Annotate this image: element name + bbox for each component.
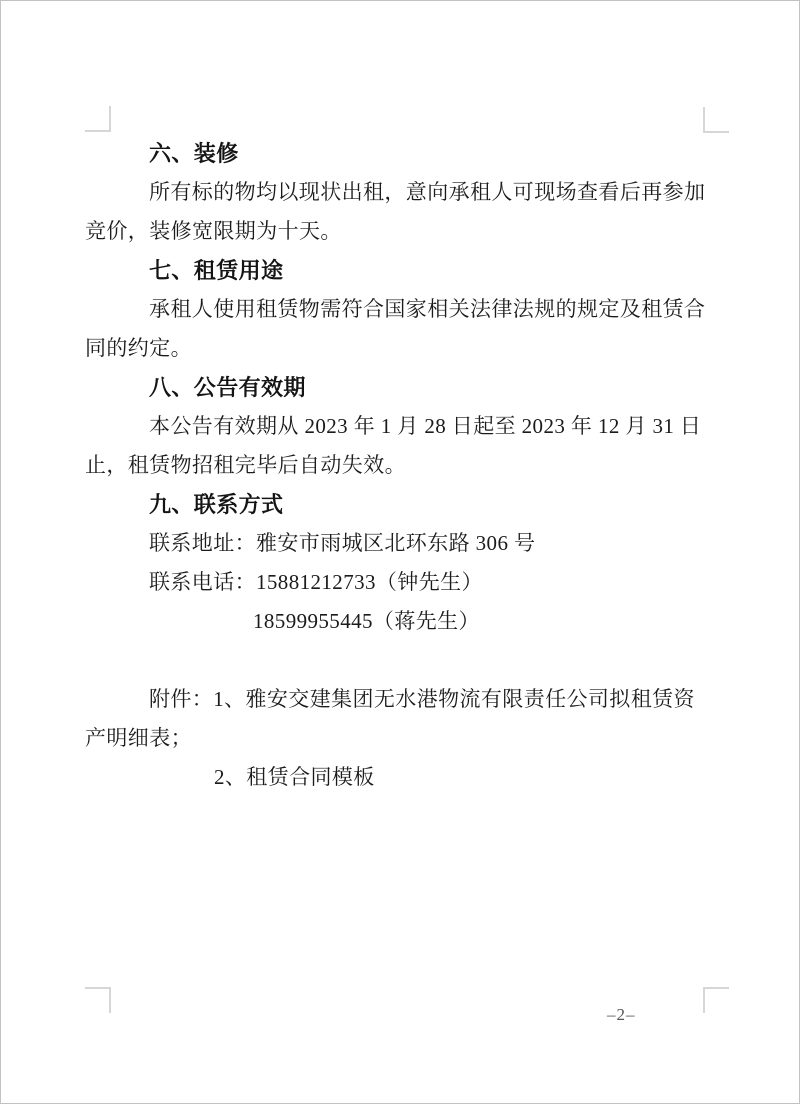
paragraph-line: 止，租赁物招租完毕后自动失效。	[85, 453, 406, 477]
attachment-line-3: 2、租赁合同模板	[214, 765, 375, 789]
attachment-line-1: 附件：1、雅安交建集团无水港物流有限责任公司拟租赁资	[149, 687, 695, 711]
attachment-line-2: 产明细表；	[85, 726, 192, 750]
crop-mark-top-left	[85, 106, 111, 132]
paragraph-line: 本公告有效期从 2023 年 1 月 28 日起至 2023 年 12 月 31 日	[149, 414, 702, 438]
paragraph-line: 同的约定。	[85, 336, 192, 360]
crop-mark-top-right	[703, 107, 729, 133]
page-number: –2–	[607, 1005, 636, 1024]
contact-phone-line-1: 联系电话：15881212733（钟先生）	[149, 570, 483, 594]
paragraph-line: 竞价，装修宽限期为十天。	[85, 219, 342, 243]
section-heading-contact: 九、联系方式	[149, 492, 284, 517]
section-heading-validity: 八、公告有效期	[149, 375, 306, 400]
section-heading-usage: 七、租赁用途	[149, 258, 284, 283]
paragraph-line: 所有标的物均以现状出租，意向承租人可现场查看后再参加	[149, 180, 706, 204]
crop-mark-bottom-left	[85, 987, 111, 1013]
contact-address-line: 联系地址：雅安市雨城区北环东路 306 号	[149, 531, 536, 555]
section-heading-renovation: 六、装修	[149, 141, 239, 166]
crop-mark-bottom-right	[703, 987, 729, 1013]
blank-line	[85, 641, 729, 680]
paragraph-line: 承租人使用租赁物需符合国家相关法律法规的规定及租赁合	[149, 297, 706, 321]
document-body	[85, 134, 729, 797]
contact-phone-line-2: 18599955445（蒋先生）	[253, 609, 480, 633]
